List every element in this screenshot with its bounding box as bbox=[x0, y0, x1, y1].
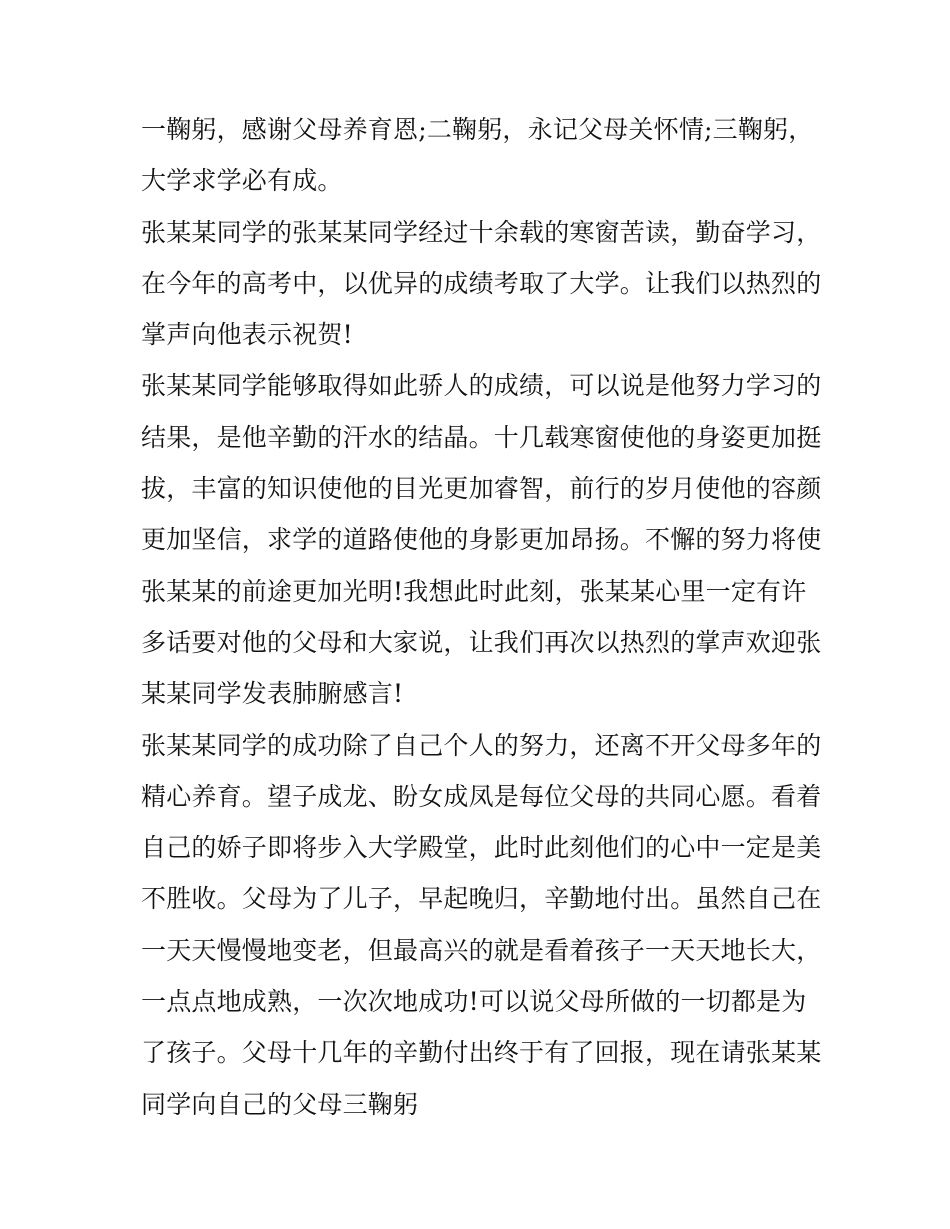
text-line: 更加坚信，求学的道路使他的身影更加昂扬。不懈的努力将使 bbox=[141, 525, 822, 555]
text-line: 一天天慢慢地变老，但最高兴的就是看着孩子一天天地长大， bbox=[141, 935, 822, 965]
text-line: 同学向自己的父母三鞠躬 bbox=[141, 1089, 419, 1119]
text-line: 精心养育。望子成龙、盼女成凤是每位父母的共同心愿。看着 bbox=[141, 781, 822, 811]
paragraph-3 bbox=[141, 360, 821, 719]
paragraph-2 bbox=[141, 207, 821, 361]
document-body bbox=[141, 104, 821, 1130]
text-line: 张某某同学的成功除了自己个人的努力，还离不开父母多年的 bbox=[141, 730, 822, 760]
text-line: 自己的娇子即将步入大学殿堂，此时此刻他们的心中一定是美 bbox=[141, 833, 822, 863]
text-line: 张某某同学的张某某同学经过十余载的寒窗苦读，勤奋学习， bbox=[141, 217, 822, 247]
text-line: 结果，是他辛勤的汗水的结晶。十几载寒窗使他的身姿更加挺 bbox=[141, 422, 822, 452]
text-line: 某某同学发表肺腑感言! bbox=[141, 679, 404, 709]
text-line: 张某某同学能够取得如此骄人的成绩，可以说是他努力学习的 bbox=[141, 371, 822, 401]
text-line: 一点点地成熟，一次次地成功!可以说父母所做的一切都是为 bbox=[141, 987, 807, 1017]
paragraph-4 bbox=[141, 720, 821, 1130]
text-line: 多话要对他的父母和大家说，让我们再次以热烈的掌声欢迎张 bbox=[141, 627, 822, 657]
text-line: 在今年的高考中，以优异的成绩考取了大学。让我们以热烈的 bbox=[141, 268, 822, 298]
text-line: 不胜收。父母为了儿子，早起晚归，辛勤地付出。虽然自己在 bbox=[141, 884, 822, 914]
text-line: 了孩子。父母十几年的辛勤付出终于有了回报，现在请张某某 bbox=[141, 1038, 822, 1068]
text-line: 一鞠躬，感谢父母养育恩;二鞠躬，永记父母关怀情;三鞠躬， bbox=[141, 115, 814, 144]
text-line: 张某某的前途更加光明!我想此时此刻，张某某心里一定有许 bbox=[141, 576, 807, 606]
text-line: 大学求学必有成。 bbox=[141, 166, 343, 196]
text-line: 掌声向他表示祝贺! bbox=[141, 320, 353, 350]
text-line: 拔，丰富的知识使他的目光更加睿智，前行的岁月使他的容颜 bbox=[141, 474, 822, 504]
paragraph-1 bbox=[141, 104, 821, 207]
